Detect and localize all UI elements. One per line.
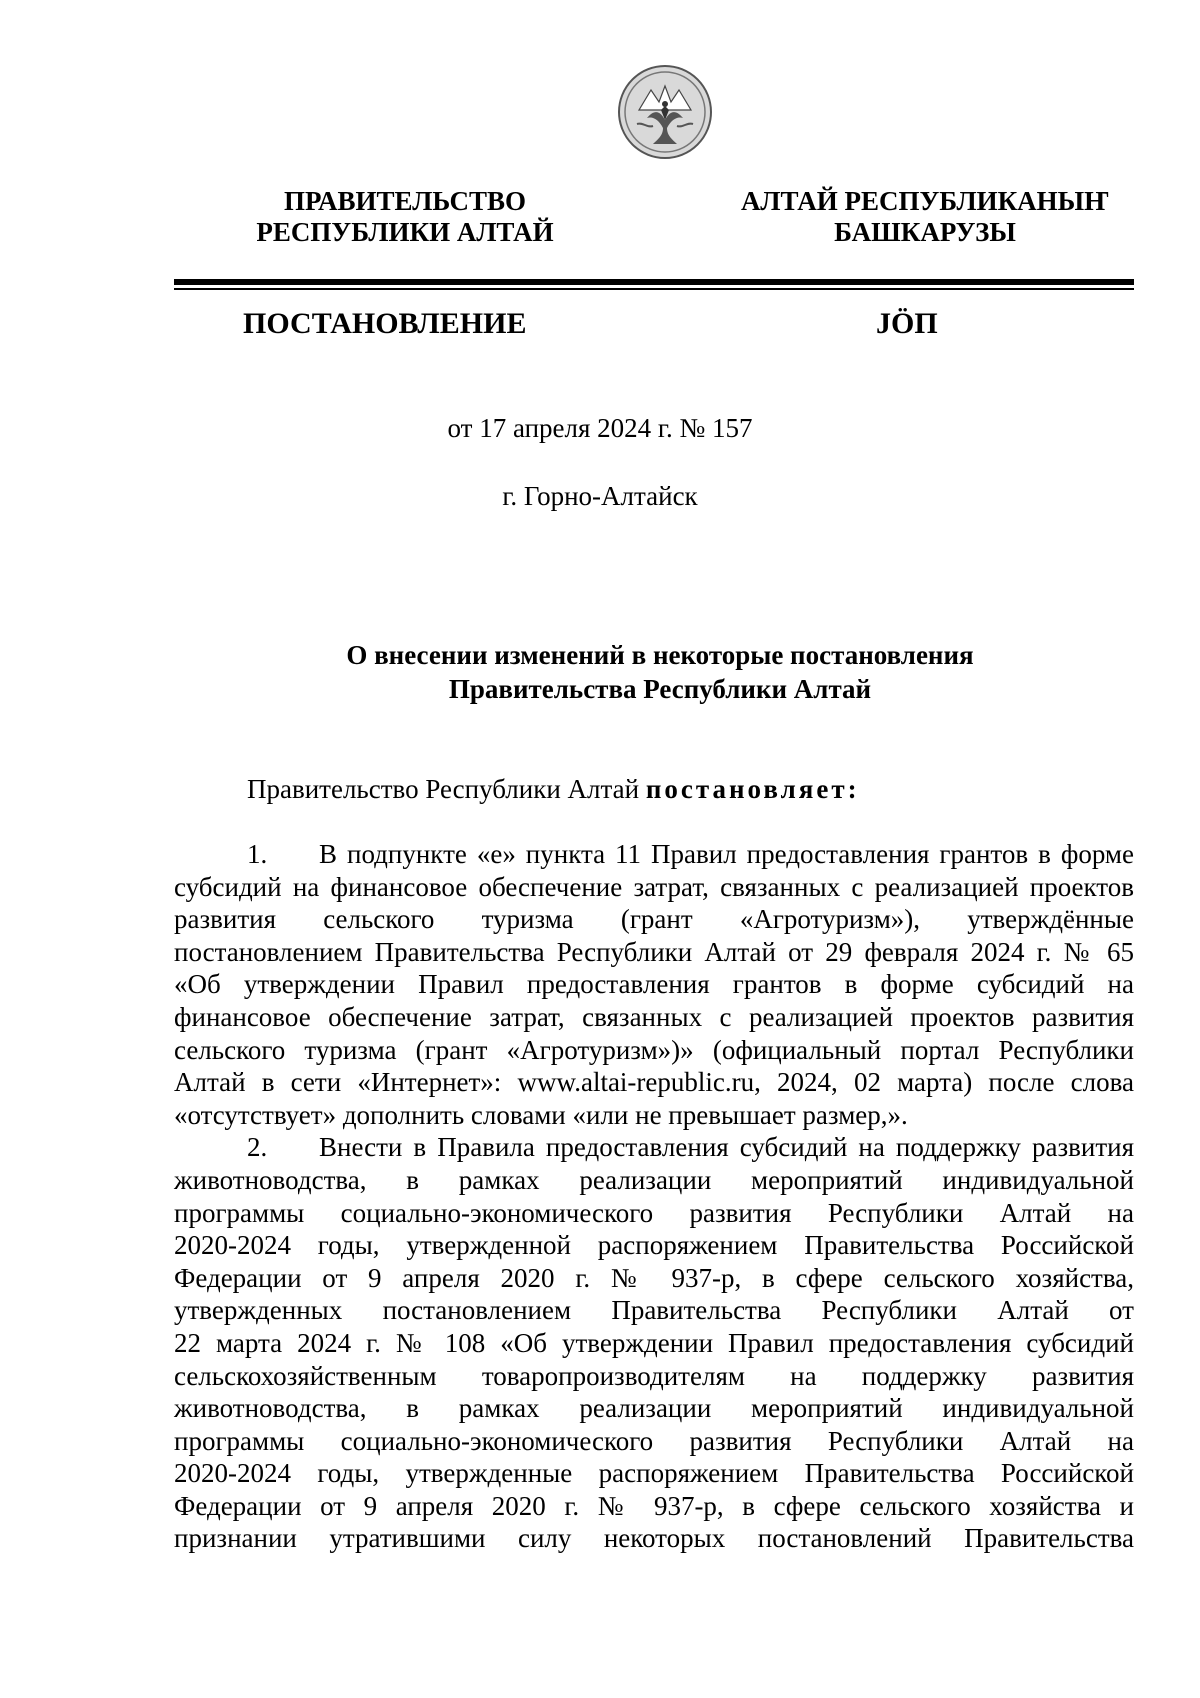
header-left-ru — [195, 186, 615, 248]
item-2-line: программы социально-экономического развития Республики Алтай на — [174, 1197, 1134, 1228]
item-1-line: «отсутствует» дополнить словами «или не превышает размер,». — [174, 1099, 908, 1130]
item-2-line: животноводства, в рамках реализации мероприятий индивидуальной — [174, 1164, 1134, 1195]
title-line1: О внесении изменений в некоторые постановления — [346, 640, 974, 670]
item-1-line: Алтай в сети «Интернет»: www.altai-republic.ru, 2024, 02 марта) после слова — [174, 1067, 1134, 1098]
item-2-line: Федерации от 9 апреля 2020 г. № 937-р, в сфере сельского хозяйства и — [174, 1490, 1134, 1521]
header-left-line2: РЕСПУБЛИКИ АЛТАЙ — [256, 217, 554, 247]
item-2-line: сельскохозяйственным товаропроизводителям на поддержку развития — [174, 1360, 1134, 1391]
item-1-line — [174, 838, 1134, 871]
title-line2: Правительства Республики Алтай — [448, 674, 872, 704]
item-1-line-text: В подпункте «е» пункта 11 Правил предоставления грантов в форме — [319, 839, 1134, 869]
city-line: г. Горно-Алтайск — [502, 481, 698, 511]
item-1-line: «Об утверждении Правил предоставления грантов в форме субсидий на — [174, 969, 1134, 1000]
item-2-line: 2020-2024 годы, утвержденной распоряжением Правительства Российской — [174, 1230, 1134, 1261]
item-2-line: утвержденных постановлением Правительства Республики Алтай от — [174, 1295, 1134, 1326]
header-divider-thin — [174, 288, 1134, 290]
item-1-line: развития сельского туризма (грант «Агротуризм»), утверждённые — [174, 904, 1134, 935]
item-1-line: сельского туризма (грант «Агротуризм»)» (официальный портал Республики — [174, 1034, 1134, 1065]
header-divider-thick — [174, 279, 1134, 285]
header-right-alt — [715, 186, 1135, 248]
item-2-line-text: Внести в Правила предоставления субсидий на поддержку развития — [319, 1132, 1134, 1163]
intro-paragraph — [247, 773, 860, 806]
header-right-line1: АЛТАЙ РЕСПУБЛИКАНЫҤ — [740, 186, 1110, 216]
header-left-line1: ПРАВИТЕЛЬСТВО — [283, 186, 527, 216]
coat-of-arms-emblem-icon — [617, 64, 713, 160]
item-1-number: 1. — [247, 839, 268, 869]
item-2-line: признании утратившими силу некоторых постановлений Правительства — [174, 1523, 1134, 1554]
item-2-line: 22 марта 2024 г. № 108 «Об утверждении Правил предоставления субсидий — [174, 1327, 1134, 1358]
item-1-line: финансовое обеспечение затрат, связанных с реализацией проектов развития — [174, 1001, 1134, 1032]
item-2-line: животноводства, в рамках реализации мероприятий индивидуальной — [174, 1393, 1134, 1424]
header-right-line2: БАШКАРУЗЫ — [834, 217, 1016, 247]
item-2-line: 2020-2024 годы, утвержденные распоряжением Правительства Российской — [174, 1458, 1134, 1489]
item-2-line: программы социально-экономического развития Республики Алтай на — [174, 1425, 1134, 1456]
document-title — [0, 638, 1200, 706]
item-2-number: 2. — [247, 1132, 268, 1163]
date-number-line: от 17 апреля 2024 г. № 157 — [447, 413, 753, 443]
item-1-line: субсидий на финансовое обеспечение затрат, связанных с реализацией проектов — [174, 871, 1134, 902]
intro-verb: постановляет: — [645, 774, 860, 804]
item-1-line: постановлением Правительства Республики Алтай от 29 февраля 2024 г. № 65 — [174, 936, 1134, 967]
doc-type-ru: ПОСТАНОВЛЕНИЕ — [243, 307, 527, 340]
item-2-line — [174, 1131, 1134, 1164]
item-2-line: Федерации от 9 апреля 2020 г. № 937-р, в сфере сельского хозяйства, — [174, 1262, 1134, 1293]
intro-subject: Правительство Республики Алтай — [247, 774, 646, 804]
doc-type-alt: JӦП — [876, 307, 938, 340]
body-text — [174, 838, 1134, 1555]
